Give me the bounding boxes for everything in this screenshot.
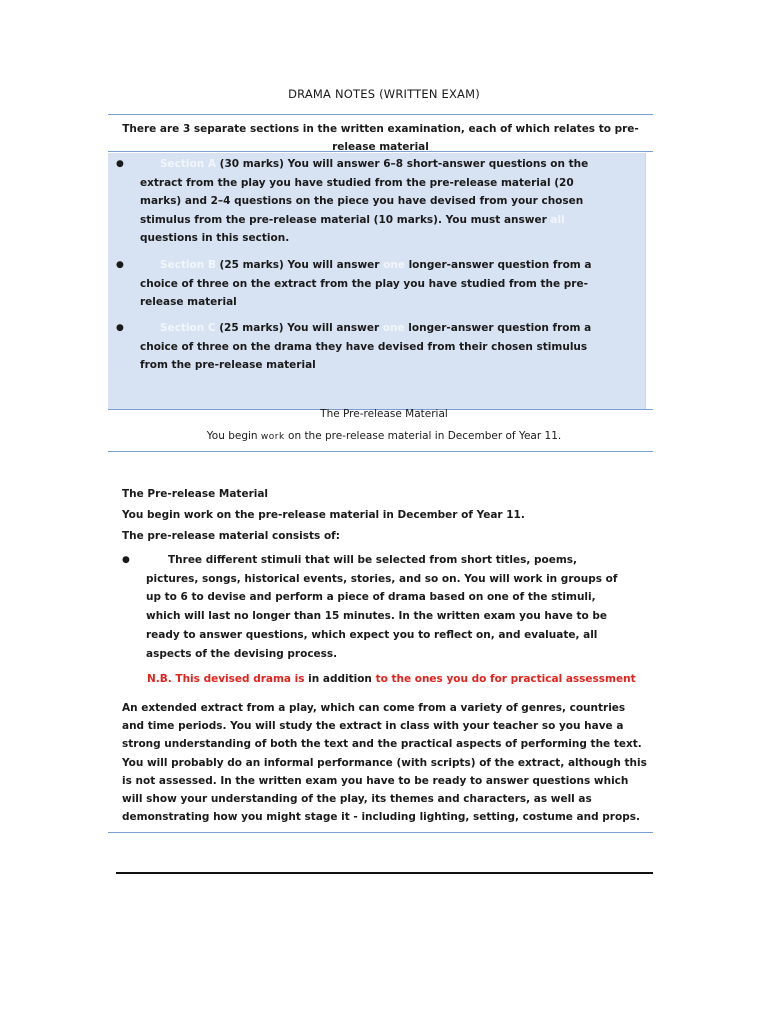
section-c-item (108, 319, 628, 375)
section-c-text: You will answer (287, 322, 380, 334)
section-b-item (108, 256, 628, 312)
stimuli-item (114, 551, 634, 663)
section-a-item (108, 155, 628, 248)
extract-paragraph: An extended extract from a play, which can come from a variety of genres, countries and time periods. You will study the extract in class with your teacher so you have a strong understanding of both the text and the practical aspects of performing the text. You will probably do an informal performance (with scripts) of the extract, although this is not assessed. In the written exam you have to be ready to answer questions which will show your understanding of the play, its themes and characters, as well as demonstrating how you might stage it - including lighting, setting, costume and props. (122, 702, 647, 824)
stimuli-text: Three different stimuli that will be selected from short titles, poems, pictures, songs, historical events, stories, and so on. You will work in groups of up to 6 to devise and perform a piece of drama based on one of the stimuli, which will last no longer than 15 minutes. In the written exam you have to be ready to answer questions, which expect you to reflect on, and evaluate, all aspects of the devising process. (146, 554, 618, 660)
prerelease-heading: The Pre-release Material (122, 488, 269, 500)
document-title: DRAMA NOTES (WRITTEN EXAM) (288, 87, 480, 101)
section-c-text-end: longer-answer question from a choice of three on the drama they have devised from their chosen stimulus from the pre-release material (140, 322, 592, 371)
end-rule (116, 872, 653, 874)
section-a-marks: (30 marks) (219, 158, 284, 170)
section-a-text: You will answer 6–8 short-answer questions on the extract from the play you have studied from the pre-release material (20 marks) and 2–4 questions on the piece you have devised from your chosen stimulus from the pre-release material (10 marks). You must answer (140, 158, 589, 226)
section-b-text: You will answer (287, 259, 380, 271)
prerelease-heading-center: The Pre-release Material (320, 408, 448, 420)
begin-line-center: You begin work on the pre-release material in December of Year 11. (206, 430, 562, 442)
intro-text: There are 3 separate sections in the written examination, each of which relates to pre-release material (122, 123, 639, 153)
section-a-highlight: all (550, 213, 565, 226)
section-b-highlight: one (383, 259, 405, 271)
nb-note: N.B. This devised drama is in addition to the ones you do for practical assessment (147, 673, 636, 685)
section-c-highlight: one (382, 322, 405, 334)
section-a-text-end: questions in this section. (140, 232, 290, 244)
bullet-icon: ● (116, 159, 124, 169)
section-c-marks: (25 marks) (219, 322, 284, 334)
divider (108, 151, 653, 152)
begin-line: You begin work on the pre-release material in December of Year 11. (122, 509, 525, 521)
divider (108, 114, 653, 115)
section-b-name: Section B (160, 259, 216, 271)
divider (108, 451, 653, 452)
bullet-icon: ● (116, 323, 124, 333)
bullet-icon: ● (122, 555, 130, 565)
section-b-text-end: longer-answer question from a choice of three on the extract from the play you have studied from the pre-release material (140, 259, 592, 308)
section-a-name: Section A (160, 158, 216, 170)
divider (108, 832, 653, 833)
bullet-icon: ● (116, 260, 124, 270)
section-c-name: Section C (160, 322, 216, 334)
section-b-marks: (25 marks) (219, 259, 284, 271)
consists-line: The pre-release material consists of: (122, 530, 340, 542)
